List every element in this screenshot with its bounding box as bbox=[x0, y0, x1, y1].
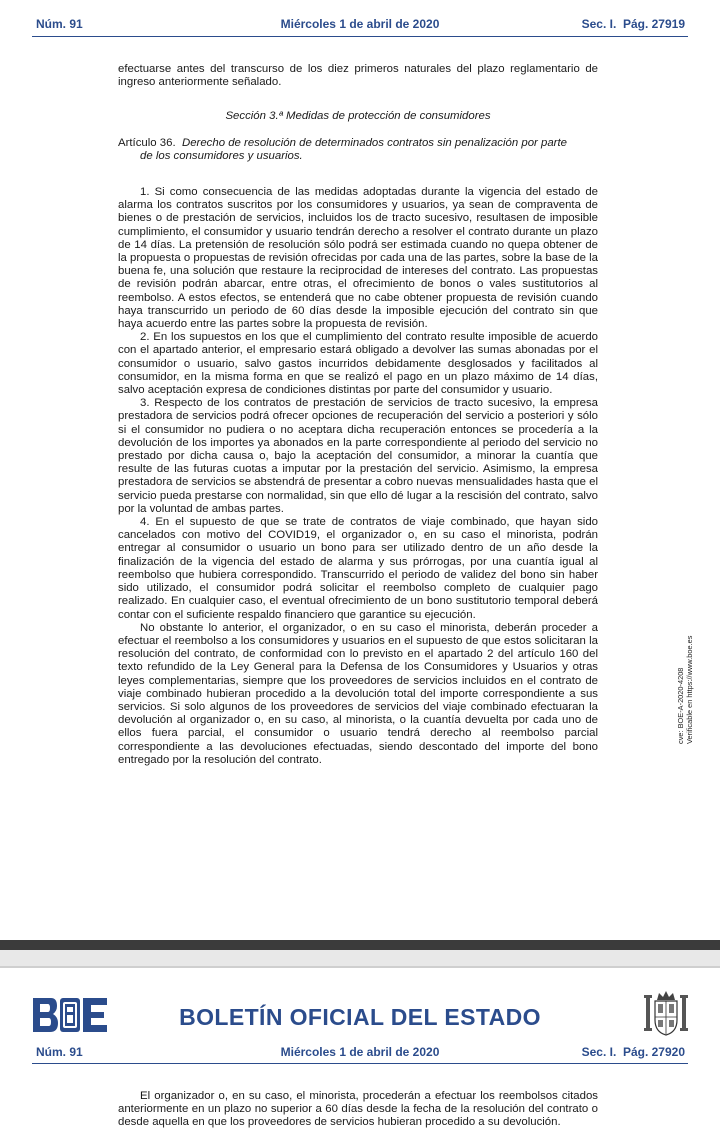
issue-number: Núm. 91 bbox=[36, 17, 83, 31]
page2-paragraph: El organizador o, en su caso, el minorista, procederán a efectuar los reembolsos citados anteriormente en un plazo no superior a 60 días desde la fecha de la resolución del contrato o desde aquella en que los proveedores de servicios hubieran procedido a su devolución. bbox=[118, 1090, 598, 1129]
page-number: Pág. 27919 bbox=[622, 17, 685, 31]
paragraph-1: 1. Si como consecuencia de las medidas adoptadas durante la vigencia del estado de alarma los contratos suscritos por los consumidores y usuarios, ya sean de compraventa de bienes o de prestación de servicios, incluidos los de tracto sucesivo, resultasen de imposible cumplimiento, el consumidor y usuario tendrán derecho a resolver el contrato durante un plazo de 14 días. La pretensión de resolución sólo podrá ser estimada cuando no quepa obtener de la propuesta o propuestas de revisión ofrecidas por cada una de las partes, sobre la base de la buena fe, una solución que restaure la reciprocidad de intereses del contrato. Las propuestas de revisión podrán abarcar, entre otras, el ofrecimiento de bonos o vales sustitutorios al reembolso. A estos efectos, se entenderá que no cabe obtener propuesta de revisión cuando haya transcurrido un periodo de 60 días desde la imposible ejecución del contrato sin que haya acuerdo entre las partes sobre la propuesta de revisión. bbox=[118, 186, 598, 331]
page-header bbox=[0, 15, 720, 37]
page-gap bbox=[0, 950, 720, 966]
issue-date: Miércoles 1 de abril de 2020 bbox=[280, 17, 440, 31]
page-separator bbox=[0, 940, 720, 950]
article-title-line1: Derecho de resolución de determinados contratos sin penalización por parte bbox=[181, 137, 567, 149]
coat-of-arms-icon bbox=[644, 990, 688, 1041]
page2-header-rule bbox=[32, 1063, 688, 1064]
article-title-line2: de los consumidores y usuarios. bbox=[140, 150, 303, 163]
page2-header bbox=[0, 1043, 720, 1065]
article-label: Artículo 36. bbox=[118, 137, 176, 149]
page2-page-number: Pág. 27920 bbox=[622, 1045, 685, 1059]
header-rule bbox=[32, 36, 688, 37]
verification-note bbox=[676, 636, 694, 744]
verify-url: Verificable en https://www.boe.es bbox=[685, 635, 694, 744]
intro-text: efectuarse antes del transcurso de los diez primeros naturales del plazo reglamentario de ingreso anteriormente señalado. bbox=[118, 63, 598, 89]
paragraph-2: 2. En los supuestos en los que el cumplimiento del contrato resulte imposible de acuerdo con el apartado anterior, el empresario estará obligado a devolver las sumas abonadas por el consumidor o usuario, salvo gastos incurridos debidamente desglosados y facilitados al consumidor, en la misma forma en que se realizó el pago en un plazo máximo de 14 días, salvo aceptación expresa de condiciones distintas por parte del consumidor y usuario. bbox=[118, 331, 598, 397]
paragraph-3: 3. Respecto de los contratos de prestación de servicios de tracto sucesivo, la empresa prestadora de servicios podrá ofrecer opciones de recuperación del servicio a posteriori y sólo si el consumidor no pudiera o no aceptara dicha recuperación entonces se procedería a la devolución de los importes ya abonados en la parte correspondiente al periodo del servicio no prestado por dicha causa o, bajo la aceptación del consumidor, a minorar la cuantía que resulte de las futuras cuotas a imputar por la prestación del servicio. Asimismo, la empresa prestadora de servicios se abstendrá de presentar a cobro nuevas mensualidades hasta que el servicio pueda prestarse con normalidad, sin que ello dé lugar a la rescisión del contrato, salvo por la voluntad de ambas partes. bbox=[118, 397, 598, 515]
page2-body bbox=[118, 1090, 598, 1130]
page2-section-page bbox=[582, 1045, 685, 1059]
page2-issue-number: Núm. 91 bbox=[36, 1045, 83, 1059]
article-heading bbox=[118, 137, 598, 163]
page2-section-label: Sec. I. bbox=[581, 1045, 617, 1059]
paragraph-4: 4. En el supuesto de que se trate de contratos de viaje combinado, que hayan sido cancelados con motivo del COVID19, el organizador o, en su caso el minorista, podrán entregar al consumidor o usuario un bono para ser utilizado dentro de un año desde la finalización de la vigencia del estado de alarma y sus prórrogas, por una cuantía igual al reembolso que hubiera correspondido. Transcurrido el periodo de validez del bono sin haber sido utilizado, el consumidor podrá solicitar el reembolso completo de cualquier pago realizado. En cualquier caso, el eventual ofrecimiento de un bono sustitutorio temporal deberá contar con el suficiente respaldo financiero que garantice su ejecución. bbox=[118, 516, 598, 621]
section-page bbox=[582, 17, 685, 31]
article-body bbox=[118, 186, 598, 767]
section-label: Sec. I. bbox=[581, 17, 617, 31]
page-edge bbox=[0, 966, 720, 968]
intro-paragraph bbox=[118, 63, 598, 89]
paragraph-5: No obstante lo anterior, el organizador, o en su caso el minorista, deberán proceder a efectuar el reembolso a los consumidores y usuarios en el supuesto de que estos solicitaran la resolución del contrato, de conformidad con lo previsto en el apartado 2 del artículo 160 del texto refundido de la Ley General para la Defensa de los Consumidores y Usuarios y otras leyes complementarias, siempre que los proveedores de servicios incluidos en el contrato de viaje combinado hubieran procedido a la devolución total del importe correspondiente a sus servicios. Si solo algunos de los proveedores de servicios del viaje combinado efectuaran la devolución al organizador o, en su caso, al minorista, o la cuantía devuelta por cada uno de ellos fuera parcial, el consumidor o usuario tendrá derecho al reembolso parcial correspondiente a las devoluciones efectuadas, siendo descontado del importe del bono entregado por la resolución del contrato. bbox=[118, 621, 598, 766]
cve-code: cve: BOE-A-2020-4208 bbox=[676, 667, 685, 744]
gazette-title: BOLETÍN OFICIAL DEL ESTADO bbox=[179, 1004, 541, 1030]
page2-issue-date: Miércoles 1 de abril de 2020 bbox=[280, 1045, 440, 1059]
section-heading: Sección 3.ª Medidas de protección de consumidores bbox=[225, 110, 491, 122]
